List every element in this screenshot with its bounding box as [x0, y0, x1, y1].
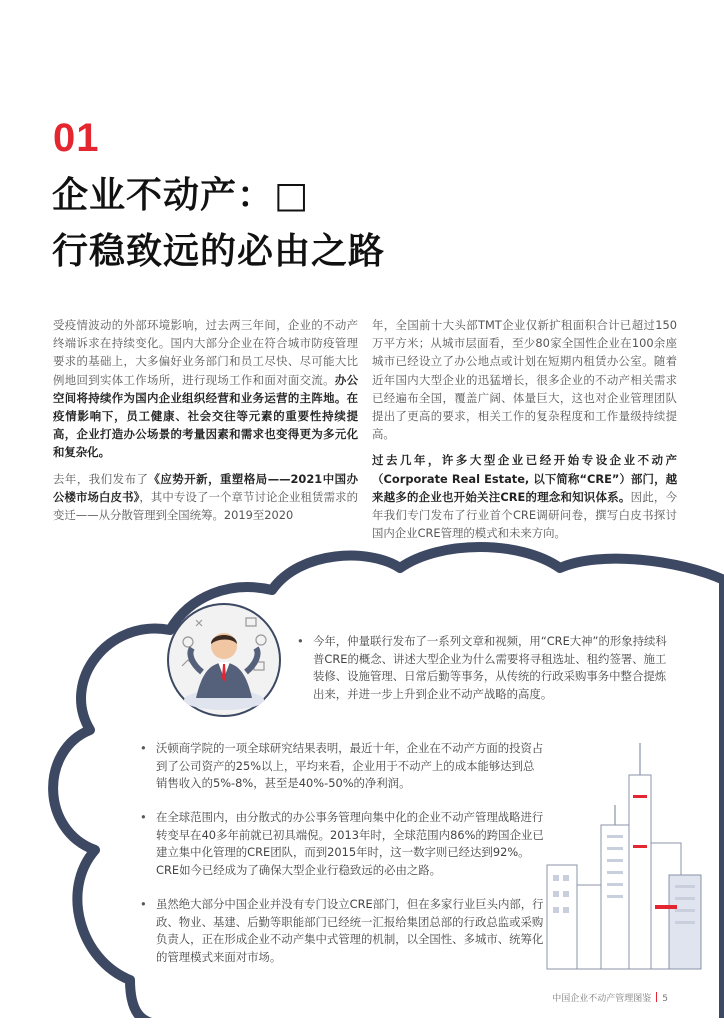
- cre-avatar-illustration: [166, 602, 282, 718]
- list-item: • 虽然绝大部分中国企业并没有专门设立CRE部门，但在多家行业巨头内部，行政、物业、基建、后勤等职能部门已经统一汇报给集团总部的行政总监或采购负责人，正在形成企业不动产集中式管理的机制，以全国性、多城市、统筹化的管理模式来面对市场。: [140, 896, 545, 966]
- list-item: • 在全球范围内，由分散式的办公事务管理向集中化的企业不动产管理战略进行转变早在40多年前就已初具端倪。2013年时，全球范围内86%的跨国企业已建立集中化管理的CRE团队，而到2015年时，这一数字则已经达到92%。CRE如今已经成为了确保大型企业行稳致远的必由之路。: [140, 809, 545, 879]
- title-line-1: 企业不动产：□: [52, 175, 310, 216]
- paragraph: 受疫情波动的外部环境影响，过去两三年间，企业的不动产终端诉求在持续变化。国内大部分企业在符合城市防疫管理要求的基础上，大多偏好业务部门和员工尽快、尽可能大比例地回到实体工作场所，进行现场工作和面对面交流。办公空间将持续作为国内企业组织经营和业务运营的主阵地。在疫情影响下，员工健康、社会交往等元素的重要性持续提高，企业打造办公场景的考量因素和需求也变得更为多元化和复杂化。: [53, 318, 358, 460]
- paragraph: 年，全国前十大头部TMT企业仅新扩租面积合计已超过150万平方米；从城市层面看，至少80家全国性企业在100余座城市已经设立了办公地点或计划在短期内租赁办公室。随着近年国内大型企业的迅猛增长，很多企业的不动产相关需求已经遍布全国，覆盖广阔、体量巨大，这也对企业管理团队提出了更高的要求，相关工作的复杂程度和工作量级持续提高。: [372, 318, 677, 442]
- title-line-2: 行稳致远的必由之路: [52, 231, 386, 272]
- section-number: 01: [53, 116, 100, 160]
- footer-divider: [656, 992, 657, 1002]
- left-column: [53, 316, 358, 532]
- report-title: 中国企业不动产管理图鉴: [552, 994, 652, 1004]
- page-footer: [552, 991, 668, 1004]
- paragraph: 去年，我们发布了《应势开新，重塑格局——2021中国办公楼市场白皮书》，其中专设了一个章节讨论企业租赁需求的变迁——从分散管理到全国统筹。2019至2020: [53, 471, 358, 523]
- list-item: • 沃顿商学院的一项全球研究结果表明，最近十年，企业在不动产方面的投资占到了公司资产的25%以上，平均来看，企业用于不动产上的成本能够达到总销售收入的5%-8%，甚至是40%-50%的净利润。: [140, 740, 545, 793]
- page-number: 5: [662, 994, 668, 1004]
- paragraph: 过去几年，许多大型企业已经开始专设企业不动产（Corporate Real Estate, 以下简称“CRE”）部门，越来越多的企业也开始关注CRE的理念和知识体系。因此，今年我们专门发布了行业首个CRE调研问卷，撰写白皮书探讨国内企业CRE管理的模式和未来方向。: [372, 453, 677, 541]
- city-skyline-illustration: [543, 735, 705, 973]
- page-title: [52, 168, 385, 280]
- list-item: • 今年，仲量联行发布了一系列文章和视频，用“CRE大神”的形象持续科普CRE的概念、讲述大型企业为什么需要将寻租选址、租约签署、施工装修、设施管理、日常后勤等事务，从传统的行政采购事务中整合提炼出来，并进一步上升到企业不动产战略的高度。: [297, 633, 672, 703]
- right-column: [372, 316, 677, 550]
